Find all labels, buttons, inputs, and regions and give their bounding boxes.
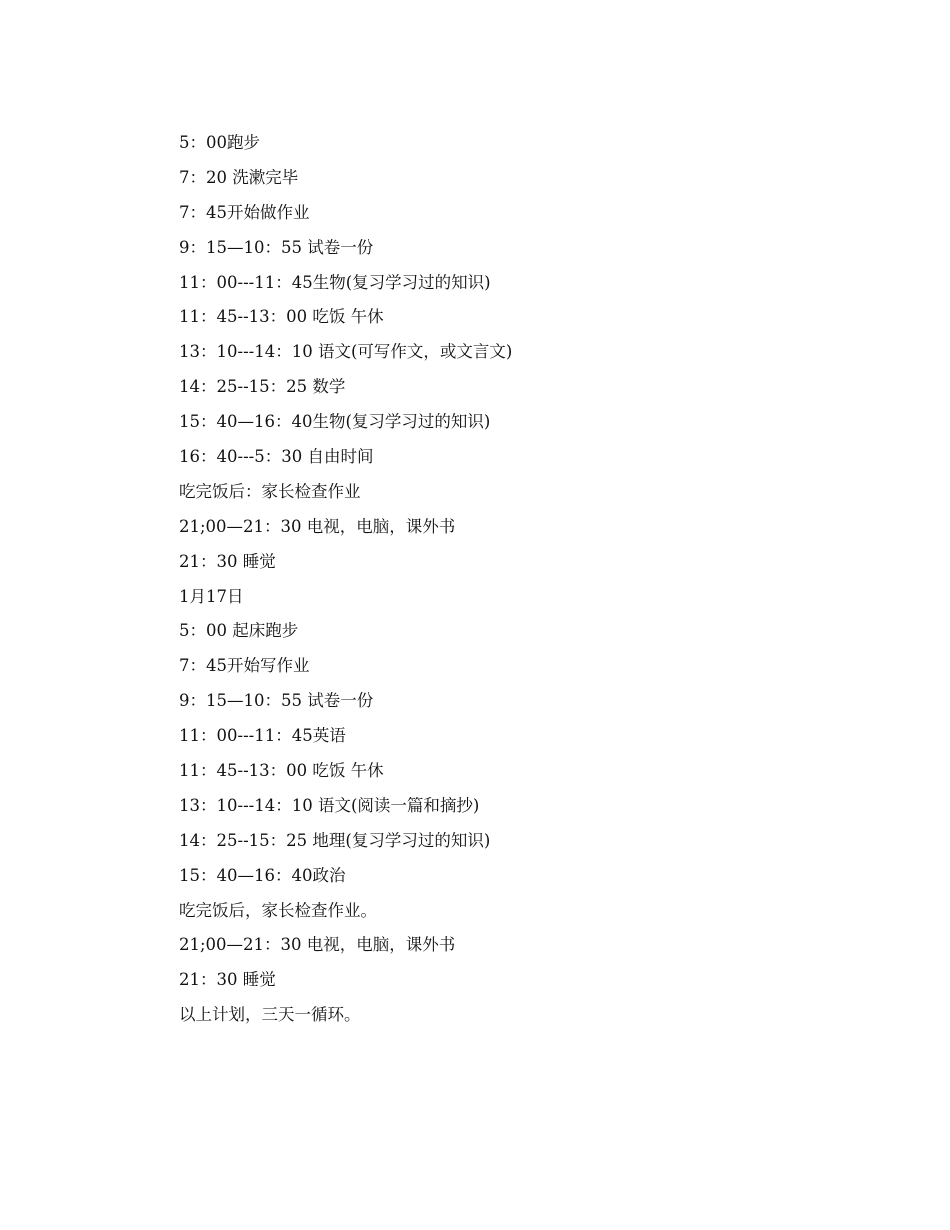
text-line: 15：40—16：40政治 (179, 865, 346, 885)
text-line: 9：15—10：55 试卷一份 (179, 237, 374, 257)
text-line: 21：30 睡觉 (179, 970, 276, 990)
text-line: 9：15—10：55 试卷一份 (179, 691, 374, 711)
text-line: 7：45开始写作业 (179, 656, 310, 676)
text-line: 11：00---11：45英语 (179, 726, 346, 746)
text-line: 21;00—21：30 电视，电脑，课外书 (179, 516, 456, 536)
text-line: 21：30 睡觉 (179, 551, 276, 571)
text-line: 14：25--15：25 数学 (179, 377, 346, 397)
text-line: 11：00---11：45生物(复习学习过的知识) (179, 272, 491, 292)
text-line: 15：40—16：40生物(复习学习过的知识) (179, 412, 491, 432)
text-line: 7：45开始做作业 (179, 202, 310, 222)
text-line: 吃完饭后：家长检查作业 (179, 481, 361, 501)
text-line: 7：20 洗漱完毕 (179, 167, 299, 187)
text-line: 16：40---5：30 自由时间 (179, 447, 374, 467)
text-line: 21;00—21：30 电视，电脑，课外书 (179, 935, 456, 955)
date-heading: 1月17日 (179, 586, 244, 606)
closing-note: 以上计划，三天一循环。 (179, 1005, 361, 1025)
text-line: 13：10---14：10 语文(阅读一篇和摘抄) (179, 795, 480, 815)
text-line: 11：45--13：00 吃饭 午休 (179, 761, 384, 781)
text-line: 11：45--13：00 吃饭 午休 (179, 307, 384, 327)
text-line: 吃完饭后，家长检查作业。 (179, 900, 377, 920)
text-line: 14：25--15：25 地理(复习学习过的知识) (179, 830, 491, 850)
schedule-text (179, 126, 512, 1033)
text-line: 5：00跑步 (179, 133, 260, 152)
text-line: 13：10---14：10 语文(可写作文，或文言文) (179, 342, 513, 362)
text-line: 5：00 起床跑步 (179, 621, 299, 641)
